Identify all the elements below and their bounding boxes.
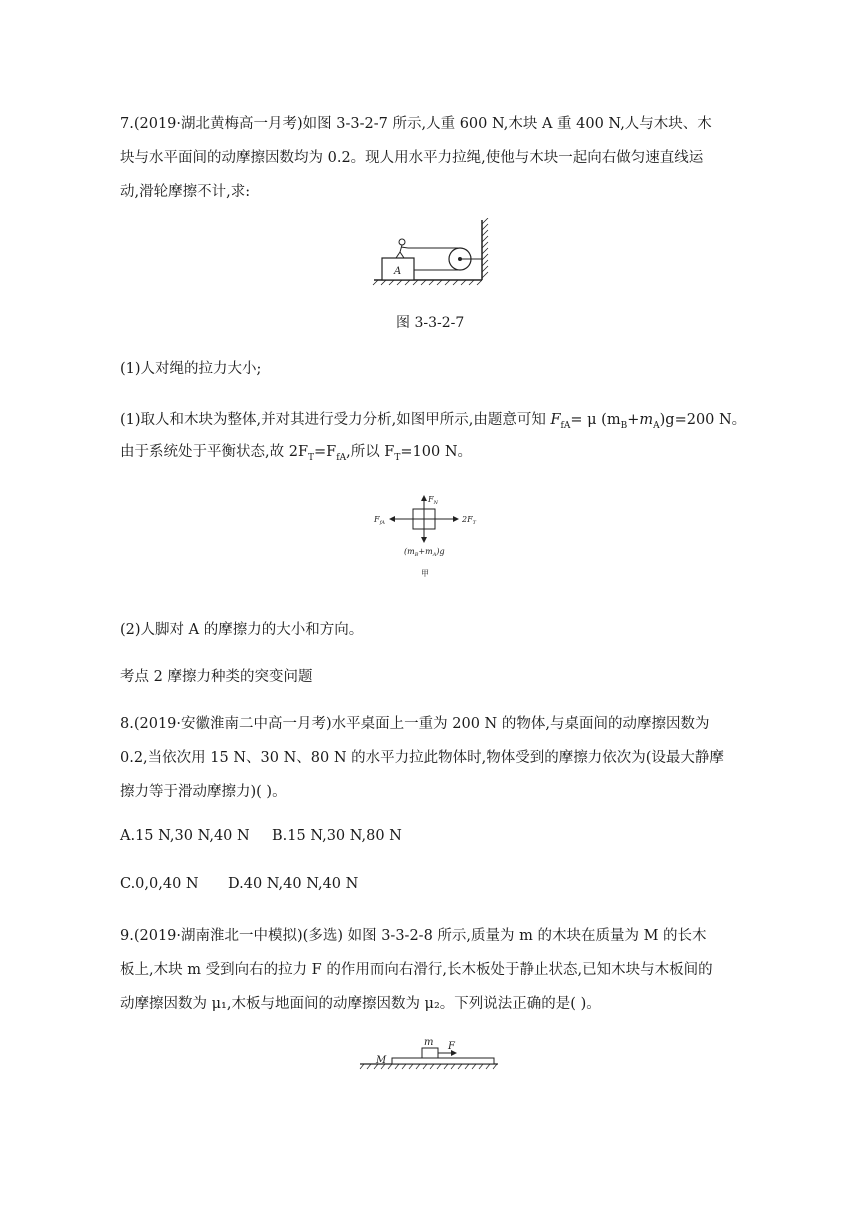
q9-line-1: 9.(2019·湖南淮北一中模拟)(多选) 如图 3-3-2-8 所示,质量为 m 的木块在质量为 M 的长木	[120, 928, 707, 944]
q7-line-2: 块与水平面间的动摩擦因数均为 0.2。现人用水平力拉绳,使他与木块一起向右做匀速直线运	[120, 150, 704, 166]
q7-line-3: 动,滑轮摩擦不计,求:	[120, 184, 251, 200]
fig-f-label: F	[448, 1041, 455, 1052]
sol1-end: )g=200 N。	[659, 412, 747, 428]
q7-line-1: 7.(2019·湖北黄梅高一月考)如图 3-3-2-7 所示,人重 600 N,木块 A 重 400 N,人与木块、木	[120, 116, 712, 132]
fbd-right-label: 2F	[462, 515, 473, 524]
q7-part-2: (2)人脚对 A 的摩擦力的大小和方向。	[120, 622, 364, 638]
sol2-val: =100 N。	[400, 444, 473, 460]
q8-option-c: C.0,0,40 N	[120, 876, 199, 892]
free-body-diagram	[370, 492, 500, 582]
fig-big-m-label: M	[376, 1055, 387, 1066]
sol1-rest: = μ (m	[570, 412, 621, 428]
sol1-m-sub: B	[620, 420, 628, 431]
q8-line-2: 0.2,当依次用 15 N、30 N、80 N 的水平力拉此物体时,物体受到的摩擦力依次为(设最大静摩	[120, 750, 724, 766]
figure-3-3-2-8	[358, 1034, 503, 1074]
figure-3-3-2-7	[370, 218, 495, 288]
q8-line-1: 8.(2019·安徽淮南二中高一月考)水平桌面上一重为 200 N 的物体,与桌面间的动摩擦因数为	[120, 716, 710, 732]
sol1-f-sub: fA	[560, 420, 571, 431]
fbd-caption: 甲	[421, 569, 429, 578]
figure-caption-3-3-2-7: 图 3-3-2-7	[396, 315, 465, 331]
fig-m-label: m	[424, 1037, 434, 1048]
q7-part-1: (1)人对绳的拉力大小;	[120, 361, 262, 377]
svg-text:FN: $F_N$	[428, 495, 438, 506]
q8-line-3: 擦力等于滑动摩擦力)( )。	[120, 784, 287, 800]
sol1-prefix: (1)取人和木块为整体,并对其进行受力分析,如图甲所示,由题意可知	[120, 412, 551, 428]
q9-line-3: 动摩擦因数为 μ₁,木板与地面间的动摩擦因数为 μ₂。下列说法正确的是( )。	[120, 996, 601, 1012]
q8-option-d: D.40 N,40 N,40 N	[228, 876, 359, 892]
fbd-bottom-label: (m	[404, 547, 415, 556]
q8-option-b: B.15 N,30 N,80 N	[272, 828, 402, 844]
svg-text:2FT: $2F_T$	[462, 515, 476, 526]
section-title: 考点 2 摩擦力种类的突变问题	[120, 669, 313, 685]
sol2-end: ,所以 F	[346, 444, 395, 460]
fbd-top-label: F	[428, 495, 434, 504]
sol1-f: F	[550, 412, 561, 428]
q7-solution-line-2: 由于系统处于平衡状态,故 $2F_T=F_{fA}$,所以 $F_T=100$ N。	[120, 444, 473, 463]
q7-solution-line-1: (1)取人和木块为整体,并对其进行受力分析,如图甲所示,由题意可知 $F_{fA}= \mu$ $(m_B+m_A)g=200$ N。	[120, 412, 747, 431]
svg-text:(mB+mA)g: $(m_B+m_A)g$	[404, 547, 445, 558]
fbd-left-label: F	[374, 515, 380, 524]
block-a-label: A	[394, 266, 402, 277]
q8-option-a: A.15 N,30 N,40 N	[120, 828, 250, 844]
sol2-text: 由于系统处于平衡状态,故 2F	[120, 444, 309, 460]
sol2-mid: =F	[314, 444, 337, 460]
q9-line-2: 板上,木块 m 受到向右的拉力 F 的作用而向右滑行,长木板处于静止状态,已知木块与木板间的	[120, 962, 713, 978]
svg-text:FfA: $F_{fA}$	[374, 515, 386, 526]
